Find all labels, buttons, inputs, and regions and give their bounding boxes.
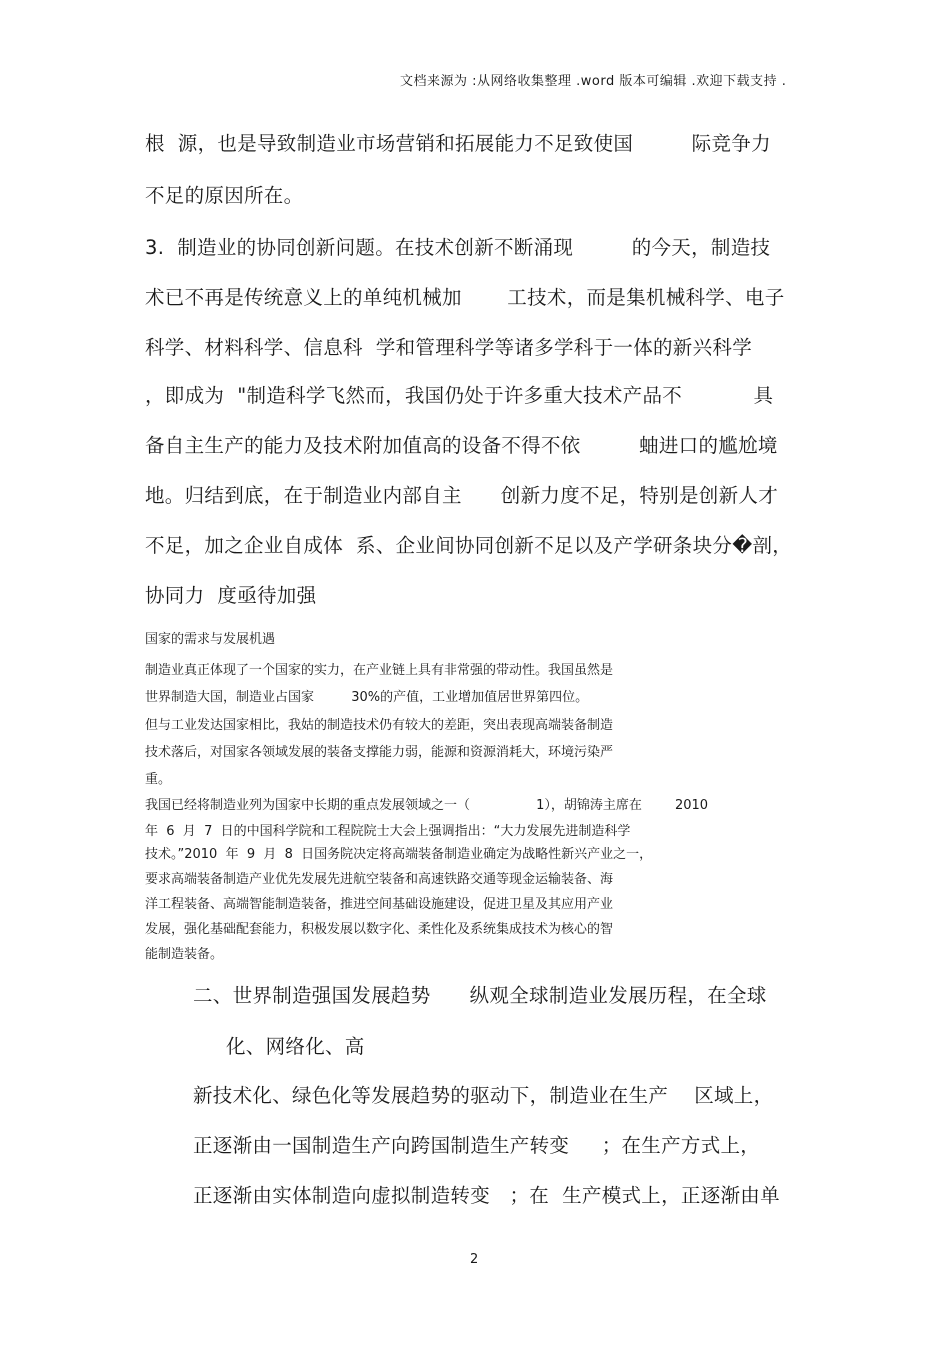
paragraph-line: 协同力 度亟待加强 (145, 584, 317, 607)
small-line: 能制造装备。 (145, 947, 224, 962)
section-line: 化、网络化、高 (226, 1035, 365, 1058)
section-line: 二、世界制造强国发展趋势 纵观全球制造业发展历程，在全球 (193, 984, 767, 1007)
small-line: 世界制造大国，制造业占国家 30%的产值，工业增加值居世界第四位。 (145, 690, 589, 705)
section-line: 正逐渐由一国制造生产向跨国制造生产转变 ；在生产方式上， (193, 1134, 761, 1157)
small-line: 技术落后，对国家各领域发展的装备支撑能力弱，能源和资源消耗大，环境污染严 (145, 745, 614, 760)
small-line: 制造业真正体现了一个国家的实力，在产业链上具有非常强的带动性。我国虽然是 (145, 663, 614, 678)
page-header: 文档来源为 :从网络收集整理 .word 版本可编辑 .欢迎下载支持 . (400, 74, 787, 89)
section-line: 新技术化、绿色化等发展趋势的驱动下，制造业在生产 区域上， (193, 1084, 774, 1107)
paragraph-line: 地。归结到底，在于制造业内部自主 创新力度不足，特别是创新人才 (145, 484, 778, 507)
paragraph-line: 不足，加之企业自成体 系、企业间协同创新不足以及产学研条块分�剖， (145, 534, 793, 557)
paragraph-line: 科学、材料科学、信息科 学和管理科学等诸多学科于一体的新兴科学 (145, 336, 752, 359)
paragraph-line: 术已不再是传统意义上的单纯机械加 工技术，而是集机械科学、电子 (145, 286, 785, 309)
page-number: 2 (470, 1252, 479, 1267)
small-line: 重。 (145, 772, 172, 787)
small-line: 但与工业发达国家相比，我姑的制造技术仍有较大的差距，突出表现高端装备制造 (145, 718, 614, 733)
paragraph-line: 备自主生产的能力及技术附加值高的设备不得不依 蚰进口的尴尬境 (145, 434, 778, 457)
small-line: 发展，强化基础配套能力，积极发展以数字化、柔性化及系统集成技术为核心的智 (145, 922, 614, 937)
paragraph-line: 3. 制造业的协同创新问题。在技术创新不断涌现 的今天，制造技 (145, 236, 771, 259)
small-line: 我国已经将制造业列为国家中长期的重点发展领域之一（ 1），胡锦涛主席在 2010 (145, 798, 709, 813)
small-heading: 国家的需求与发展机遇 (145, 632, 276, 647)
paragraph-line: 根 源，也是导致制造业市场营销和拓展能力不足致使国 际竞争力 (145, 132, 771, 155)
small-line: 要求高端装备制造产业优先发展先进航空装备和高速铁路交通等现金运输装备、海 (145, 872, 614, 887)
paragraph-line: ，即成为 "制造科学飞然而，我国仍处于许多重大技术产品不 具 (145, 384, 774, 407)
small-line: 技术。”2010 年 9 月 8 日国务院决定将高端装备制造业确定为战略性新兴产业之一， (145, 847, 653, 862)
section-line: 正逐渐由实体制造向虚拟制造转变 ；在 生产模式上，正逐渐由单 (193, 1184, 780, 1207)
small-line: 年 6 月 7 日的中国科学院和工程院院士大会上强调指出：“大力发展先进制造科学 (145, 824, 631, 839)
paragraph-line: 不足的原因所在。 (145, 184, 304, 207)
small-line: 洋工程装备、高端智能制造装备，推进空间基础设施建设，促进卫星及其应用产业 (145, 897, 614, 912)
